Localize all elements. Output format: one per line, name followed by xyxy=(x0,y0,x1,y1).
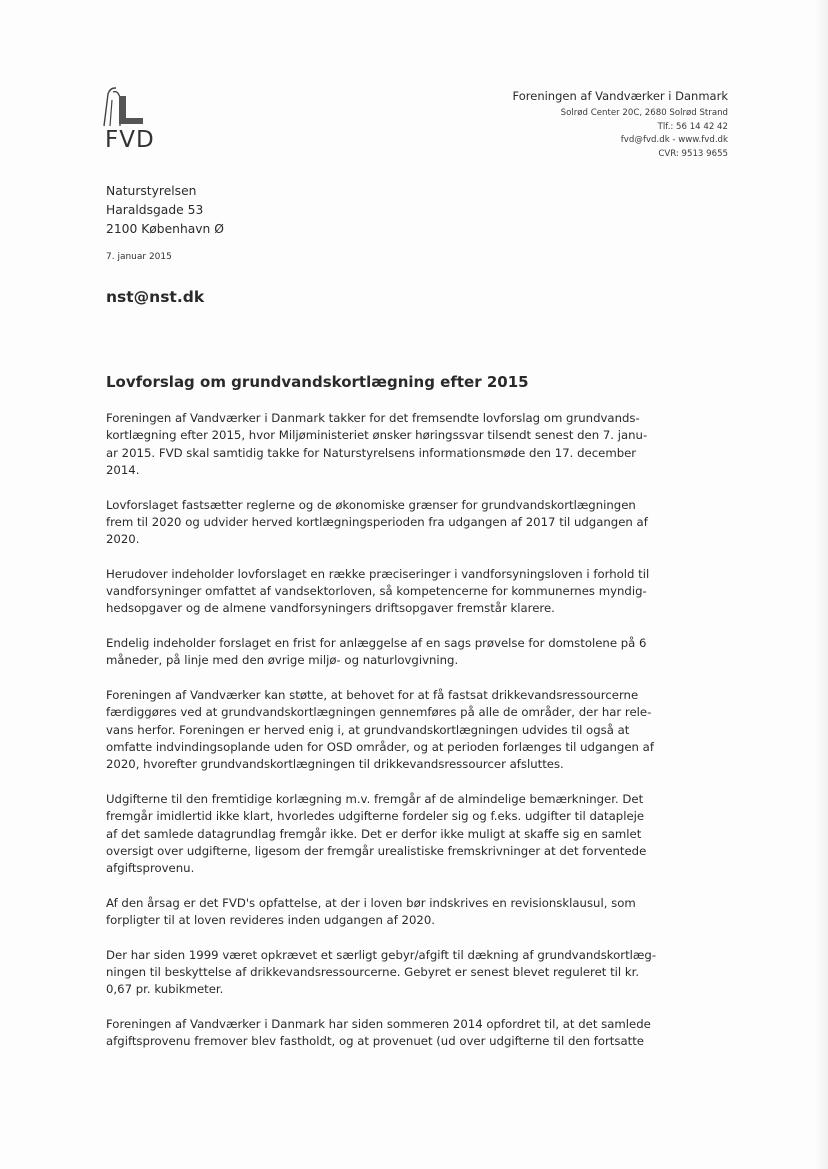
sender-web: fvd@fvd.dk - www.fvd.dk xyxy=(620,135,728,145)
body-line: færdiggøres ved at grundvandskortlægningen gennemføres på alle de områder, der har rele- xyxy=(106,705,652,720)
body-line: afgiftsprovenu. xyxy=(106,861,195,876)
body-line: Endelig indeholder forslaget en frist for anlæggelse af en sags prøvelse for domstolene på 6 xyxy=(106,636,647,651)
body-line: Af den årsag er det FVD's opfattelse, at der i loven bør indskrives en revisionsklausul, som xyxy=(106,895,636,910)
body-line: 2020. xyxy=(106,532,140,547)
letter-body xyxy=(106,410,746,1068)
body-line: Udgifterne til den fremtidige korlægning m.v. fremgår af de almindelige bemærkninger. Det xyxy=(106,792,644,806)
body-line: oversigt over udgifterne, ligesom der fremgår urealistiske fremskrivninger at det forventede xyxy=(106,843,647,858)
body-paragraph xyxy=(106,1016,746,1051)
letter-subject: Lovforslag om grundvandskortlægning efter 2015 xyxy=(106,373,529,391)
body-paragraph xyxy=(106,791,746,877)
body-line: vans herfor. Foreningen er herved enig i, at grundvandskortlægningen udvides til også at xyxy=(106,722,630,737)
body-line: 2020, hvorefter grundvandskortlægningen til drikkevandsressourcer afsluttes. xyxy=(106,757,564,772)
body-line: Foreningen af Vandværker i Danmark har siden sommeren 2014 opfordret til, at det samlede xyxy=(106,1017,651,1032)
body-paragraph xyxy=(106,687,746,773)
body-line: ningen til beskyttelse af drikkevandsressourcerne. Gebyret er senest blevet reguleret til kr. xyxy=(106,965,640,980)
water-pump-icon xyxy=(100,86,160,130)
body-line: af det samlede datagrundlag fremgår ikke. Det er derfor ikke muligt at skaffe sig en samlet xyxy=(106,826,642,841)
body-paragraph xyxy=(106,895,746,930)
body-paragraph xyxy=(106,635,746,670)
sender-block xyxy=(513,89,728,161)
body-line: fremgår imidlertid ikke klart, hvorledes udgifterne fordeler sig og f.eks. udgifter til datapleje xyxy=(106,809,645,824)
body-line: Foreningen af Vandværker i Danmark takker for det fremsendte lovforslag om grundvands- xyxy=(106,411,640,425)
body-line: vandforsyninger omfattet af vandsektorloven, så kompetencerne for kommunernes myndig- xyxy=(106,584,647,599)
recipient-block xyxy=(106,182,224,239)
body-line: 0,67 pr. kubikmeter. xyxy=(106,982,224,997)
body-line: Lovforslaget fastsætter reglerne og de økonomiske grænser for grundvandskortlægningen xyxy=(106,497,636,512)
body-line: ar 2015. FVD skal samtidig takke for Naturstyrelsens informationsmøde den 17. december xyxy=(106,445,637,460)
recipient-email: nst@nst.dk xyxy=(106,288,205,306)
recipient-city: 2100 København Ø xyxy=(106,222,224,236)
body-line: Der har siden 1999 været opkrævet et særligt gebyr/afgift til dækning af grundvandskortlæg- xyxy=(106,947,657,962)
body-line: Foreningen af Vandværker kan støtte, at behovet for at få fastsat drikkevandsressourcerne xyxy=(106,688,639,703)
scan-edge-shadow xyxy=(814,0,828,1169)
logo-text: FVD xyxy=(105,127,155,153)
body-line: Herudover indeholder lovforslaget en række præciseringer i vandforsyningsloven i forhold til xyxy=(106,566,650,581)
sender-phone: Tlf.: 56 14 42 42 xyxy=(657,121,728,132)
body-line: 2014. xyxy=(106,462,140,477)
body-line: måneder, på linje med den øvrige miljø- og naturlovgivning. xyxy=(106,653,459,668)
sender-name: Foreningen af Vandværker i Danmark xyxy=(512,89,728,103)
body-paragraph xyxy=(106,410,746,479)
sender-address: Solrød Center 20C, 2680 Solrød Strand xyxy=(560,108,728,118)
body-line: frem til 2020 og udvider herved kortlægningsperioden fra udgangen af 2017 til udgangen af xyxy=(106,514,648,529)
body-line: omfatte indvindingsoplande uden for OSD områder, og at perioden forlænges til udgangen af xyxy=(106,740,654,755)
recipient-street: Haraldsgade 53 xyxy=(106,203,204,217)
body-line: forpligter til at loven revideres inden udgangen af 2020. xyxy=(106,913,436,928)
letter-date: 7. januar 2015 xyxy=(106,252,172,262)
body-line: afgiftsprovenu fremover blev fastholdt, og at provenuet (ud over udgifterne til den fortsatte xyxy=(106,1034,644,1049)
body-line: kortlægning efter 2015, hvor Miljøministeriet ønsker høringssvar tilsendt senest den 7. janu- xyxy=(106,428,648,443)
body-paragraph xyxy=(106,497,746,549)
body-line: hedsopgaver og de almene vandforsyningers driftsopgaver fremstår klarere. xyxy=(106,601,555,616)
sender-cvr: CVR: 9513 9655 xyxy=(658,148,728,159)
body-paragraph xyxy=(106,947,746,999)
fvd-logo xyxy=(100,86,160,156)
recipient-name: Naturstyrelsen xyxy=(106,184,197,198)
body-paragraph xyxy=(106,566,746,618)
